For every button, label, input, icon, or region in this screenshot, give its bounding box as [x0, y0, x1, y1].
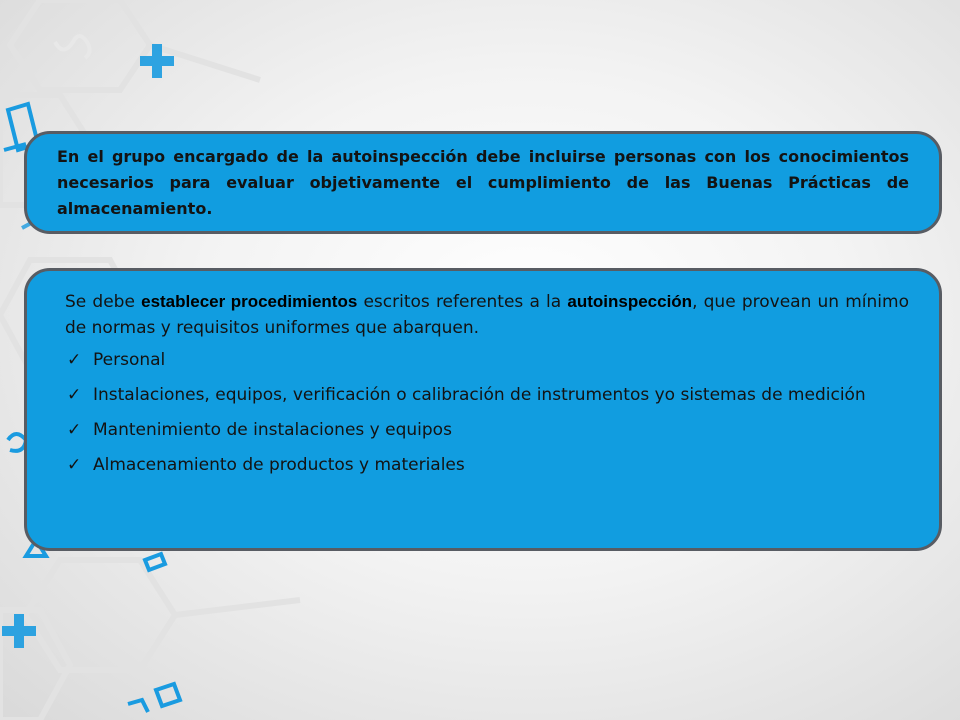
- top-text-box: [24, 131, 942, 234]
- highlight-establecer-procedimientos: establecer procedimientos: [141, 292, 358, 311]
- list-item: [65, 347, 909, 373]
- highlight-autoinspeccion: autoinspección: [567, 292, 693, 311]
- checklist: [65, 347, 909, 478]
- intro-text-end: , que provean un mínimo de normas y requisitos uniformes que abarquen.: [65, 292, 909, 338]
- list-item: [65, 417, 909, 443]
- list-item: [65, 452, 909, 478]
- intro-text-middle: escritos referentes a la: [357, 292, 568, 312]
- checkmark-icon: ✓: [67, 420, 82, 440]
- list-item-text: Personal: [93, 350, 166, 370]
- checkmark-icon: ✓: [67, 350, 82, 370]
- checkmark-icon: ✓: [67, 455, 82, 475]
- hexagon-outline: [10, 0, 150, 90]
- intro-text-start: Se debe: [65, 292, 142, 312]
- stethoscope-icon: [55, 36, 90, 58]
- hexagon-outline: [25, 560, 175, 670]
- main-text-box: [24, 268, 942, 551]
- list-item-text: Instalaciones, equipos, verificación o calibración de instrumentos yo sistemas de medición: [93, 385, 866, 405]
- list-item-text: Mantenimiento de instalaciones y equipos: [93, 420, 452, 440]
- box1-paragraph: En el grupo encargado de la autoinspección debe incluirse personas con los conocimientos necesarios para evaluar objetivamente el cumplimiento de las Buenas Prácticas de almacenamiento.: [57, 147, 909, 218]
- list-item: [65, 382, 909, 408]
- box2-intro-paragraph: [65, 289, 909, 341]
- checkmark-icon: ✓: [67, 385, 82, 405]
- list-item-text: Almacenamiento de productos y materiales: [93, 455, 465, 475]
